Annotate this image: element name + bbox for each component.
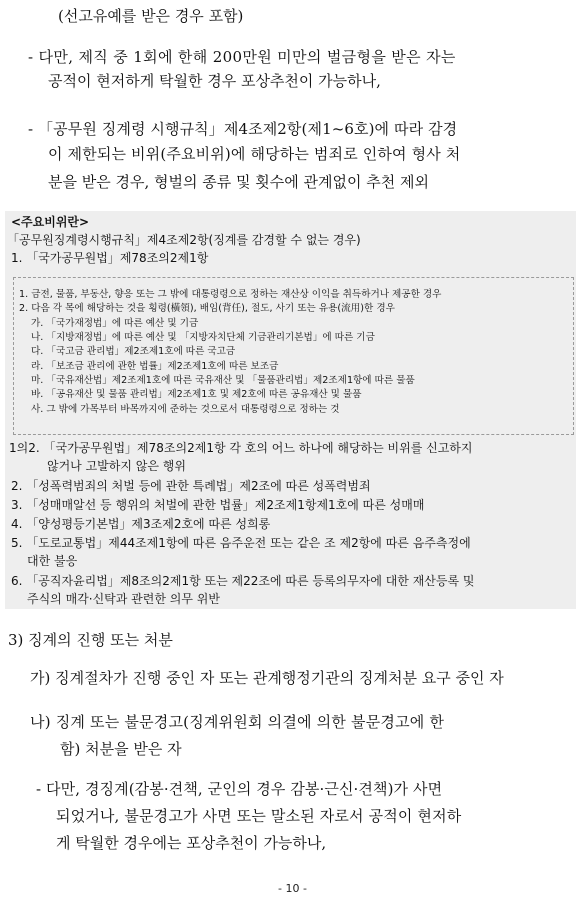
box-item: 5. 「도로교통법」제44조제1항에 따른 음주운전 또는 같은 조 제2항에 따른 음주측정에: [11, 536, 471, 550]
inner-line: 바. 「공유재산 및 물품 관리법」제2조제1호 및 제2호에 따른 공유재산 및 물품: [31, 389, 362, 400]
inner-line: 가. 「국가재정법」에 따른 예산 및 기금: [31, 318, 199, 329]
box-item: 대한 불응: [27, 554, 78, 568]
box-item: 4. 「양성평등기본법」제3조제2호에 따른 성희롱: [11, 517, 271, 531]
box-item: 1의2. 「국가공무원법」제78조의2제1항 각 호의 어느 하나에 해당하는 비위를 신고하지: [9, 441, 473, 455]
page-number: - 10 -: [278, 882, 307, 895]
section-heading: 3) 징계의 진행 또는 처분: [8, 631, 173, 649]
section-item: - 다만, 경징계(감봉·견책, 군인의 경우 감봉·근신·견책)가 사면: [36, 780, 443, 798]
box-item: 1. 「국가공무원법」제78조의2제1항: [11, 251, 209, 265]
top-paragraph-line: - 다만, 제직 중 1회에 한해 200만원 미만의 벌금형을 받은 자는: [28, 48, 456, 66]
box-item: 않거나 고발하지 않은 행위: [47, 459, 186, 473]
top-paragraph-line: 분을 받은 경우, 형벌의 종류 및 횟수에 관계없이 추천 제외: [48, 173, 429, 191]
major-misconduct-box-lower: [5, 211, 576, 609]
box-item: 2. 「성폭력범죄의 처벌 등에 관한 특례법」제2조에 따른 성폭력범죄: [11, 479, 371, 493]
inner-line: 다. 「국고금 관리법」제2조제1호에 따른 국고금: [31, 346, 236, 357]
box-item: 3. 「성매매알선 등 행위의 처벌에 관한 법률」제2조제1항제1호에 따른 성매매: [11, 498, 425, 512]
inner-line: 사. 그 밖에 가목부터 바목까지에 준하는 것으로서 대통령령으로 정하는 것: [31, 404, 340, 415]
section-item: 함) 처분을 받은 자: [60, 740, 182, 758]
box-item: 6. 「공직자윤리법」제8조의2제1항 또는 제22조에 따른 등록의무자에 대한 재산등록 및: [11, 574, 475, 588]
inner-line: 라. 「보조금 관리에 관한 법률」제2조제1호에 따른 보조금: [31, 361, 279, 372]
inner-line: 마. 「국유재산법」제2조제1호에 따른 국유재산 및 「물품관리법」제2조제1항에 따른 물품: [31, 375, 415, 386]
top-paragraph-line: - 「공무원 징계령 시행규칙」제4조제2항(제1~6호)에 따라 감경: [28, 120, 458, 138]
section-item: 나) 징계 또는 불문경고(징계위원회 의결에 의한 불문경고에 한: [30, 713, 445, 731]
inner-line: 1. 금전, 물품, 부동산, 향응 또는 그 밖에 대통령령으로 정하는 재산상 이익을 취득하거나 제공한 경우: [19, 289, 442, 300]
inner-line: 나. 「지방재정법」에 따른 예산 및 「지방자치단체 기금관리기본법」에 따른 기금: [31, 332, 375, 343]
inner-line: 2. 다음 각 목에 해당하는 것을 횡령(橫領), 배임(背任), 절도, 사기 또는 유용(流用)한 경우: [19, 303, 395, 314]
top-paragraph-line: 공적이 현저하게 탁월한 경우 포상추천이 가능하나,: [48, 72, 381, 90]
top-paragraph-line: 이 제한되는 비위(주요비위)에 해당하는 범죄로 인하여 형사 처: [48, 145, 461, 163]
box-title: <주요비위란>: [11, 215, 90, 229]
section-item: 되었거나, 불문경고가 사면 또는 말소된 자로서 공적이 현저하: [56, 807, 462, 825]
box-item: 주식의 매각·신탁과 관련한 의무 위반: [27, 592, 220, 606]
section-item: 가) 징계절차가 진행 중인 자 또는 관계행정기관의 징계처분 요구 중인 자: [30, 669, 504, 687]
box-rule: 「공무원징계령시행규칙」제4조제2항(징계를 감경할 수 없는 경우): [7, 233, 361, 247]
section-item: 게 탁월한 경우에는 포상추천이 가능하나,: [56, 834, 327, 852]
top-paragraph-line: (선고유예를 받은 경우 포함): [58, 7, 244, 25]
